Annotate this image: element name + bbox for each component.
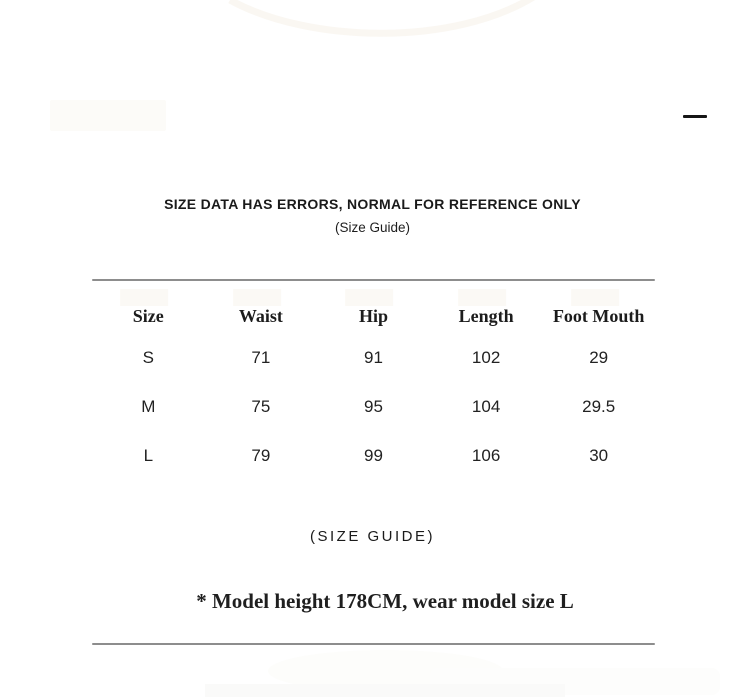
size-disclaimer-text: SIZE DATA HAS ERRORS, NORMAL FOR REFERENCE ONLY (164, 196, 581, 212)
cell-foot-mouth: 29.5 (582, 397, 616, 416)
cell-hip: 95 (364, 397, 383, 416)
column-header-hip: Hip (317, 304, 430, 328)
table-top-divider (92, 279, 655, 281)
cell-hip: 99 (364, 446, 383, 465)
column-header-size: Size (92, 304, 205, 328)
cell-length: 106 (471, 446, 501, 465)
cell-waist: 71 (251, 348, 271, 367)
cell-foot-mouth: 29 (589, 348, 609, 367)
table-row-m (92, 396, 655, 418)
collapse-dash-icon[interactable] (683, 115, 707, 118)
model-height-note: * Model height 178CM, wear model size L (196, 589, 574, 613)
cell-foot-mouth: 30 (589, 446, 609, 465)
cell-size: M (141, 397, 156, 416)
faded-photo-remnant (205, 684, 565, 697)
cell-waist: 75 (251, 397, 271, 416)
cell-hip: 91 (364, 348, 383, 367)
cell-size: L (143, 446, 154, 465)
faded-photo-remnant (50, 100, 166, 131)
cell-length: 102 (471, 348, 501, 367)
cell-waist: 79 (251, 446, 271, 465)
size-table-header-row (92, 304, 655, 328)
cell-length: 104 (471, 397, 501, 416)
column-header-waist: Waist (205, 304, 318, 328)
section-bottom-divider (92, 643, 655, 645)
size-guide-subtitle: (Size Guide) (334, 220, 411, 235)
column-header-length: Length (430, 304, 543, 328)
table-row-s (92, 347, 655, 369)
product-photo-edge-curve (0, 0, 745, 60)
table-row-l (92, 445, 655, 467)
cell-size: S (142, 348, 154, 367)
size-guide-caption: (SIZE GUIDE) (309, 528, 435, 545)
column-header-foot-mouth: Foot Mouth (542, 304, 655, 328)
